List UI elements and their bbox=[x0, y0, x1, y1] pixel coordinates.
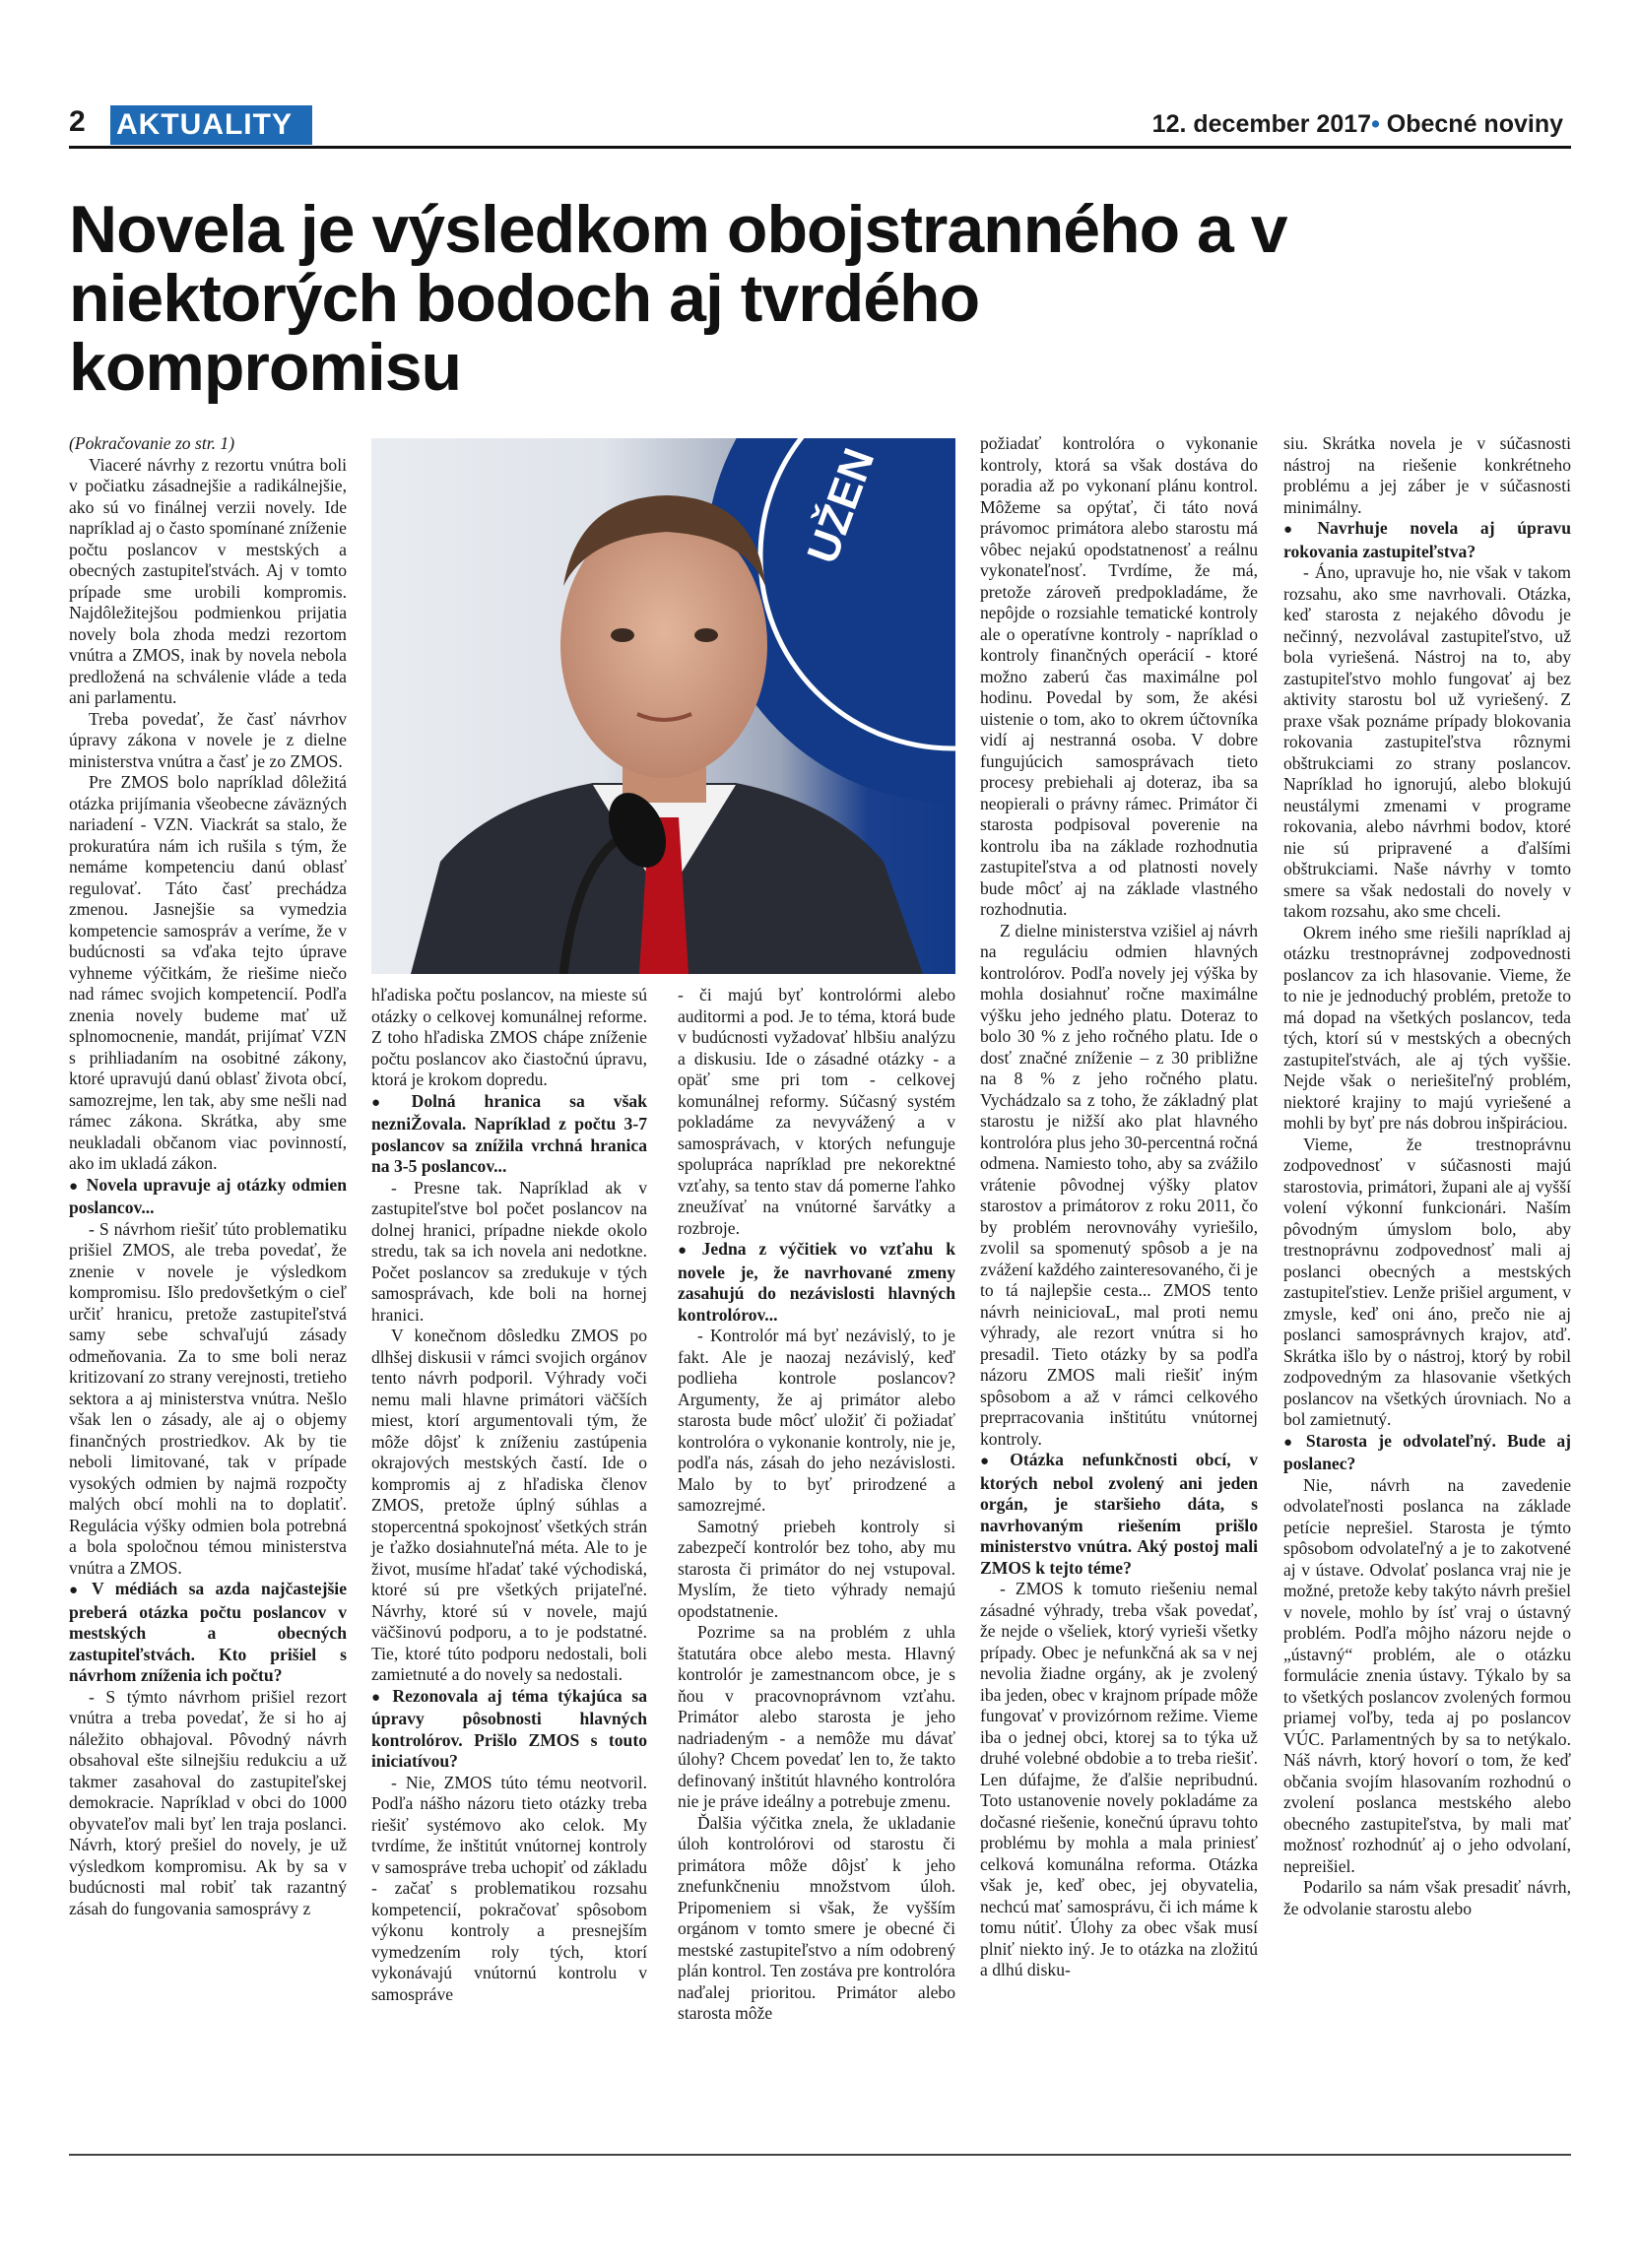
interview-question: ● Otázka nefunkčnosti obcí, v ktorých nebol zvolený ani jeden orgán, je staršieho dáta, s navrhovaným riešením prišlo ministerstvo vnútra. Aký postoj mali ZMOS k tejto téme? bbox=[980, 1450, 1258, 1579]
header-rule bbox=[69, 146, 1571, 149]
issue-date: 12. december 2017 bbox=[1151, 110, 1372, 138]
continuation-note: (Pokračovanie zo str. 1) bbox=[69, 433, 235, 453]
left-eye bbox=[611, 628, 634, 642]
article-paragraph: Okrem iného sme riešili napríklad aj otázku trestnoprávnej zodpovednosti poslancov za ich hlasovanie. Vieme, že to nie je jednoduchý problém, pretože to má dopad na všetkých poslancov, teda tých, ktorí sú v mestských a obecných zastupiteľstvách, ale aj tých vyššie. Nejde však o neriešiteľný problém, niektoré krajiny to majú vyriešené a mohli by byť pre nás dobrou inšpiráciou. bbox=[1283, 922, 1571, 1133]
article-paragraph: - Presne tak. Napríklad ak v zastupiteľstve bol počet poslancov na dolnej hranici, prípadne niekde okolo stredu, tak sa ich novela ani nedotkne. Počet poslancov sa zredukuje v tých samosprávach, kde boli na hornej hranici. bbox=[371, 1177, 647, 1325]
article-paragraph: Pozrime sa na problém z uhla štatutára obce alebo mesta. Hlavný kontrolór je zamestnancom obce, je s ňou v pracovnoprávnom vzťahu. Primátor alebo starosta je jeho nadriadeným - a nemôže mu dávať úlohy? Chcem povedať len to, že takto definovaný inštitút hlavného kontrolóra nie je práve ideálny a potrebuje zmenu. bbox=[678, 1622, 955, 1811]
article-paragraph: Samotný priebeh kontroly si zabezpečí kontrolór bez toho, aby mu starosta či primátor do nej vstupoval. Myslím, že tieto výhrady nemajú opodstatnenie. bbox=[678, 1516, 955, 1621]
right-eye bbox=[694, 628, 718, 642]
portrait-illustration bbox=[371, 438, 955, 974]
article-paragraph: - S návrhom riešiť túto problematiku prišiel ZMOS, ale treba povedať, že znenie v novele je výsledkom kompromisu. Išlo predovšetkým o cieľ určiť hranicu, pretože zastupiteľstvá samy sebe schvaľujú zásady odmeňovania. Za to sme boli neraz kritizovaní zo strany verejnosti, tretieho sektora a aj ministerstva vnútra. Nešlo však len o zásady, ale aj o objemy finančných prostriedkov. Ak by tie neboli limitované, tak v prípade vysokých odmien by najmä rozpočty malých obcí mohli na to doplatiť. Regulácia výšky odmien bola potrebná a bola spoločnou témou ministerstva vnútra a ZMOS. bbox=[69, 1218, 347, 1578]
article-paragraph: Treba povedať, že časť návrhov úpravy zákona v novele je z dielne ministerstva vnútra a časť je zo ZMOS. bbox=[69, 708, 347, 771]
article-paragraph: Vieme, že trestnoprávnu zodpovednosť v súčasnosti majú starostovia, primátori, župani ale aj vyšší volení výkonní funkcionári. Naším pôvodným úmyslom bolo, aby trestnoprávnu zodpovednosť mali aj poslanci obecných a mestských zastupiteľstiev. Lenže prišiel argument, v zmysle, keď oni áno, prečo nie aj poslanci samosprávnych krajov, atď. Skrátka išlo by o nástroj, ktorý by robil zodpovedným za hlasovanie všetkých poslancov na všetkých úrovniach. No a bol zamietnutý. bbox=[1283, 1134, 1571, 1429]
article-headline: Novela je výsledkom obojstranného a v niektorých bodoch aj tvrdého kompromisu bbox=[69, 192, 1287, 405]
interview-question: ● Novela upravuje aj otázky odmien poslancov... bbox=[69, 1175, 347, 1219]
publication-name: Obecné noviny bbox=[1386, 110, 1563, 138]
interview-question: ● V médiách sa azda najčastejšie preberá otázka počtu poslancov v mestských a obecných zastupiteľstvách. Kto prišiel s návrhom zníženia ich počtu? bbox=[69, 1579, 347, 1687]
article-column-1 bbox=[69, 433, 347, 1919]
article-paragraph: siu. Skrátka novela je v súčasnosti nástroj na riešenie konkrétneho problému a jej záber je v súčasnosti minimálny. bbox=[1283, 433, 1571, 517]
interview-question: ● Jedna z výčitiek vo vzťahu k novele je, že navrhované zmeny zasahujú do nezávislosti hlavných kontrolórov... bbox=[678, 1239, 955, 1326]
article-column-2 bbox=[371, 985, 647, 2005]
interview-question: ● Dolná hranica sa však nezniŽovala. Napríklad z počtu 3-7 poslancov sa znížila vrchná hranica na 3-5 poslancov... bbox=[371, 1091, 647, 1178]
article-paragraph: V konečnom dôsledku ZMOS po dlhšej diskusii v rámci svojich orgánov tento návrh podporil. Výhrady voči nemu mali hlavne primátori väčších miest, ktorí argumentovali tým, že môže dôjsť k zníženiu zastúpenia okrajových mestských častí. Ide o kompromis aj z hľadiska členov ZMOS, pretože úplný súhlas a stopercentná spokojnosť všetkých strán je ťažko dosiahnuteľná méta. Ale to je život, musíme hľadať také východiská, ktoré sú pre všetkých prijateľné. Návrhy, ktoré sú v novele, majú väčšinovú podporu, a to je podstatné. Tie, ktoré túto podporu nedostali, boli zamietnuté a do novely sa nedostali. bbox=[371, 1326, 647, 1684]
interview-question: ● Navrhuje novela aj úpravu rokovania zastupiteľstva? bbox=[1283, 518, 1571, 562]
article-paragraph: Nie, návrh na zavedenie odvolateľnosti poslanca na základe petície neprešiel. Starosta je týmto spôsobom odvolateľný a je to zakotvené aj v ústave. Odvolať poslanca vraj nie je možné, pretože keby takýto návrh prešiel v novele, mohlo by ísť vraj o ústavný problém. Podľa môjho názoru nejde o „ústavný“ problém, ale o otázku formulácie znenia ústavy. Týkalo by sa to všetkých poslancov zvolených formou priamej voľby, teda aj po poslancov VÚC. Parlamentných by sa to netýkalo. Náš návrh, ktorý hovorí o tom, že keď občania svojím hlasovaním rozhodnú o zvolení poslanca mestského alebo obecného zastupiteľstva, by mali mať možnosť rozhodnúť aj o jeho odvolaní, nepreišiel. bbox=[1283, 1474, 1571, 1876]
interview-question: ● Rezonovala aj téma týkajúca sa úpravy pôsobnosti hlavných kontrolórov. Prišlo ZMOS s touto iniciatívou? bbox=[371, 1686, 647, 1773]
section-label: AKTUALITY bbox=[110, 105, 312, 145]
article-paragraph: Pre ZMOS bolo napríklad dôležitá otázka prijímania všeobecne záväzných nariadení - VZN. Viackrát sa stalo, že prokuratúra nám ich rušila s tým, že nemáme kompetenciu danú oblasť regulovať. Táto časť prechádza zmenou. Jasnejšie sa vymedzia kompetencie samospráv a veríme, že v budúcnosti sa vďaka tejto úprave vyhneme výčitkám, že riešime niečo nad rámec svojich kompetencií. Podľa znenia novely budeme mať už splnomocnenie, mandát, prijímať VZN s prihliadaním na osobitné zákony, ktoré upravujú danú oblasť života obcí, samozrejme, len tak, aby sme nešli nad rámec zákona. Skrátka, aby sme neukladali občanom viac povinností, ako im ukladá zákon. bbox=[69, 772, 347, 1173]
article-paragraph: Z dielne ministerstva vzišiel aj návrh na reguláciu odmien hlavných kontrolórov. Podľa novely jej výška by mohla dosiahnuť ročne maximálne výšku jeho jedného platu. Doteraz to bolo 30 % z jeho ročného platu. Ide o dosť značné zníženie – z 30 približne na 8 % z jeho ročného platu. Vychádzalo sa z toho, že základný plat starostu je nižší ako plat hlavného kontrolóra plus jeho 30-percentná ročná odmena. Namiesto toho, aby sa zvážilo vrátenie pôvodnej výšky platov starostov a primátorov z roku 2011, čo by problém nerovnováhy vyriešilo, zvolil sa spomenutý spôsob a je na zvážení každého zainteresovaného, či je to tá najlepšie cesta... ZMOS tento návrh neiniciovaL, mal proti nemu výhrady, ale rezort vnútra si ho presadil. Tieto otázky by sa podľa názoru ZMOS mali riešiť iným spôsobom a až v rámci celkového preprracovania inštitútu vnútornej kontroly. bbox=[980, 920, 1258, 1449]
interview-question: ● Starosta je odvolateľný. Bude aj poslanec? bbox=[1283, 1431, 1571, 1475]
article-column-5 bbox=[1283, 433, 1571, 1919]
article-paragraph: hľadiska počtu poslancov, na mieste sú otázky o celkovej komunálnej reforme. Z toho hľadiska ZMOS chápe zníženie počtu poslancov ako čiastočnú úpravu, ktorá je krokom dopredu. bbox=[371, 985, 647, 1089]
article-paragraph: - Nie, ZMOS túto tému neotvoril. Podľa nášho názoru tieto otázky treba riešiť systémovo ako celok. My tvrdíme, že inštitút vnútornej kontroly v samospráve treba uchopiť od základu - začať s problematikou rozsahu kompetencií, pokračovať spôsobom výkonu kontroly a presnejším vymedzením roly tých, ktorí vykonávajú vnútornú kontrolu v samospráve bbox=[371, 1772, 647, 2004]
article-column-4 bbox=[980, 433, 1258, 1981]
emblem-text: UŽEN bbox=[798, 442, 885, 570]
article-paragraph: požiadať kontrolóra o vykonanie kontroly, ktorá sa však dostáva do poradia až po vykonaní plánu kontrol. Môžeme sa opýtať, či táto nová právomoc primátora alebo starostu má vôbec nejakú opodstatnenosť a reálnu vykonateľnosť. Tvrdíme, že má, pretože zároveň predpokladáme, že nepôjde o rozsiahle tematické kontroly ale o operatívne kontroly - napríklad o kontroly finančných operácií - ktoré možno zaberú čas maximálne pol hodinu. Povedal by som, že akési uistenie o tom, ako to okrem účtovníka vidí aj nestranná osoba. V dobre fungujúcich samosprávach tieto procesy prebiehali aj doteraz, iba sa neopierali o právny rámec. Primátor či starosta podpisoval poverenie na kontrolu iba na základe rozhodnutia zastupiteľstva a od platnosti novely bude môcť aj na základe vlastného rozhodnutia. bbox=[980, 433, 1258, 919]
article-paragraph: Podarilo sa nám však presadiť návrh, že odvolanie starostu alebo bbox=[1283, 1877, 1571, 1918]
article-paragraph: - či majú byť kontrolórmi alebo auditormi a pod. Je to téma, ktorá bude v budúcnosti vyžadovať hlbšiu analýzu a diskusiu. Ide o zásadné otázky - a opäť sme pri tom - celkovej komunálnej reformy. Súčasný systém pokladáme za nevyvážený a v samosprávach, v ktorých nefunguje spolupráca napríklad pre nekorektné vzťahy, sa tento stav dá pomerne ľahko zneužívať na vnútorné šarvátky a rozbroje. bbox=[678, 985, 955, 1238]
article-paragraph: - Kontrolór má byť nezávislý, to je fakt. Ale je naozaj nezávislý, keď podlieha kontrole poslancov? Argumenty, že aj primátor alebo starosta bude môcť uložiť či požiadať kontrolóra o vykonanie kontroly, nie je, podľa nás, zásah do jeho nezávislosti. Malo by to byť prirodzené a samozrejmé. bbox=[678, 1326, 955, 1515]
article-paragraph: - Áno, upravuje ho, nie však v takom rozsahu, ako sme navrhovali. Otázka, keď starosta z nejakého dôvodu je nečinný, nezvolával zastupiteľstvo, už bola vyriešená. Nástroj na to, aby zastupiteľstvo mohlo fungovať aj bez aktivity starostu bol už vyriešený. Z praxe však poznáme prípady blokovania rokovania zastupiteľstva rôznymi obštrukciami zo strany poslancov. Napríklad ho ignorujú, alebo blokujú neustálymi zmenami v programe rokovania, alebo návrhmi bodov, ktoré nie sú pripravené a ďalšími obštrukciami. Naše návrhy v tomto smere sa však nedostali do novely v takom rozsahu, ako sme chceli. bbox=[1283, 562, 1571, 921]
article-paragraph: Ďalšia výčitka znela, že ukladanie úloh kontrolórovi od starostu či primátora môže dôjsť k jeho znefunkčneniu množstvom úloh. Pripomeniem si však, že vyšším orgánom v tomto smere je obecné či mestské zastupiteľstvo a ním odobrený plán kontrol. Ten zostáva pre kontrolóra naďalej prioritou. Primátor alebo starosta môže bbox=[678, 1812, 955, 2023]
footer-rule bbox=[69, 2154, 1571, 2156]
article-paragraph: Viaceré návrhy z rezortu vnútra boli v počiatku zásadnejšie a radikálnejšie, ako sú vo finálnej verzii novely. Ide napríklad aj o často spomínané zníženie počtu poslancov v mestských a obecných zastupiteľstvách. Aj v tomto prípade sme urobili kompromis. Najdôležitejšou podmienkou prijatia novely bola zhoda medzi rezortom vnútra a ZMOS, inak by novela nebola predložená na schválenie vláde a teda ani parlamentu. bbox=[69, 454, 347, 707]
page-number: 2 bbox=[69, 105, 86, 138]
portrait-photo bbox=[371, 438, 955, 974]
issue-info bbox=[1152, 110, 1563, 139]
article-column-3 bbox=[678, 985, 955, 2025]
article-paragraph: - ZMOS k tomuto riešeniu nemal zásadné výhrady, treba však povedať, že nejde o všeliek, ktorý vyrieši všetky prípady. Obec je nefunkčná ak sa v nej nevolia žiadne orgány, ak je zvolený iba jeden, obec v krajnom prípade môže fungovať v provizórnom režime. Vieme iba o jednej obci, ktorej sa to týka už druhé volebné obdobie a to treba riešiť. Len dúfajme, že ďalšie nepribudnú. Toto ustanovenie novely pokladáme za dočasné riešenie, konečnú úpravu tohto problému by mohla a mala priniesť celková komunálna reforma. Otázka však je, keď obec, jej obyvatelia, nechcú mať samosprávu, či ich máme k tomu nútiť. Úlohy za obec však musí plniť niekto iný. Je to otázka na zložitú a dlhú disku- bbox=[980, 1579, 1258, 1979]
article-paragraph: - S týmto návrhom prišiel rezort vnútra a treba povedať, že si ho aj náležito obhajoval. Pôvodný návrh obsahoval ešte silnejšiu redukciu a už takmer zasahoval do zastupiteľskej demokracie. Napríklad v obci do 1000 obyvateľov mali byť len traja poslanci. Návrh, ktorý prešiel do novely, je už výsledkom kompromisu. Ak by sa v budúcnosti mal robiť tak razantný zásah do fungovania samosprávy z bbox=[69, 1686, 347, 1918]
separator-dot: • bbox=[1371, 110, 1380, 138]
